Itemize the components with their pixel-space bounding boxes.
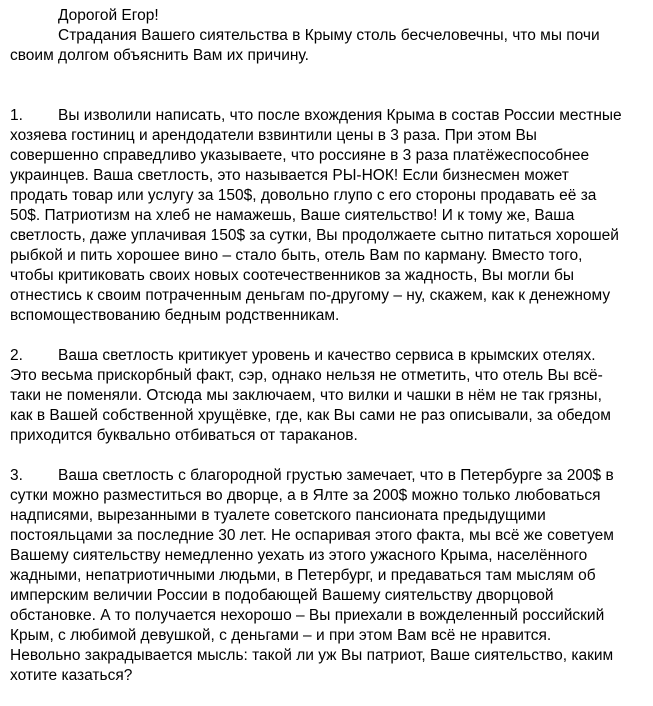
letter-item-3 bbox=[10, 466, 622, 686]
item-number: 1. bbox=[10, 107, 23, 124]
letter-item-2 bbox=[10, 346, 622, 446]
item-text: Ваша светлость критикует уровень и качество сервиса в крымских отелях. Это весьма прискорбный факт, сэр, однако нельзя не отметить, что отель Вы всё-таки не поменяли. Отсюда мы заключаем, что вилки и чашки в нём не так грязны, как в Вашей собственной хрущёвке, где, как Вы сами не раз описывали, за обедом приходится буквально отбиваться от тараканов. bbox=[10, 347, 611, 444]
item-text: Ваша светлость с благородной грустью замечает, что в Петербурге за 200$ в сутки можно разместиться во дворце, а в Ялте за 200$ можно только любоваться надписями, вырезанными в туалете советского пансионата предыдущими постояльцами за последние 30 лет. Не оспаривая этого факта, мы всё же советуем Вашему сиятельству немедленно уехать из этого ужасного Крыма, населённого жадными, непатриотичными людьми, в Петербург, и предаваться там мыслям об имперским величии России в подобающей Вашему сиятельству дворцовой обстановке. А то получается нехорошо – Вы приехали в вожделенный российский Крым, с любимой девушкой, с деньгами – и при этом Вам всё не нравится. Невольно закрадывается мысль: такой ли уж Вы патриот, Ваше сиятельство, каким хотите казаться? bbox=[10, 467, 614, 684]
item-number: 3. bbox=[10, 467, 23, 484]
letter-document bbox=[10, 6, 622, 706]
letter-intro: Страдания Вашего сиятельства в Крыму столь бесчеловечны, что мы почи своим долгом объяснить Вам их причину. bbox=[10, 27, 600, 64]
paragraph-spacer bbox=[10, 66, 622, 106]
letter-item-1 bbox=[10, 106, 622, 326]
letter-salutation: Дорогой Егор! bbox=[58, 7, 159, 24]
item-text: Вы изволили написать, что после вхождения Крыма в состав России местные хозяева гостиниц и арендодатели взвинтили цены в 3 раза. При этом Вы совершенно справедливо указываете, что россияне в 3 раза платёжеспособнее украинцев. Ваша светлость, это называется РЫ-НОК! Если бизнесмен может продать товар или услугу за 150$, довольно глупо с его стороны продавать её за 50$. Патриотизм на хлеб не намажешь, Ваше сиятельство! И к тому же, Ваша светлость, даже уплачивая 150$ за сутки, Вы продолжаете сытно питаться хорошей рыбкой и пить хорошее вино – стало быть, отель Вам по карману. Вместо того, чтобы критиковать своих новых соотечественников за жадность, Вы могли бы отнестись к своим потраченным деньгам по-другому – ну, скажем, как к денежному вспомоществованию бедным родственникам. bbox=[10, 107, 622, 324]
item-number: 2. bbox=[10, 347, 23, 364]
